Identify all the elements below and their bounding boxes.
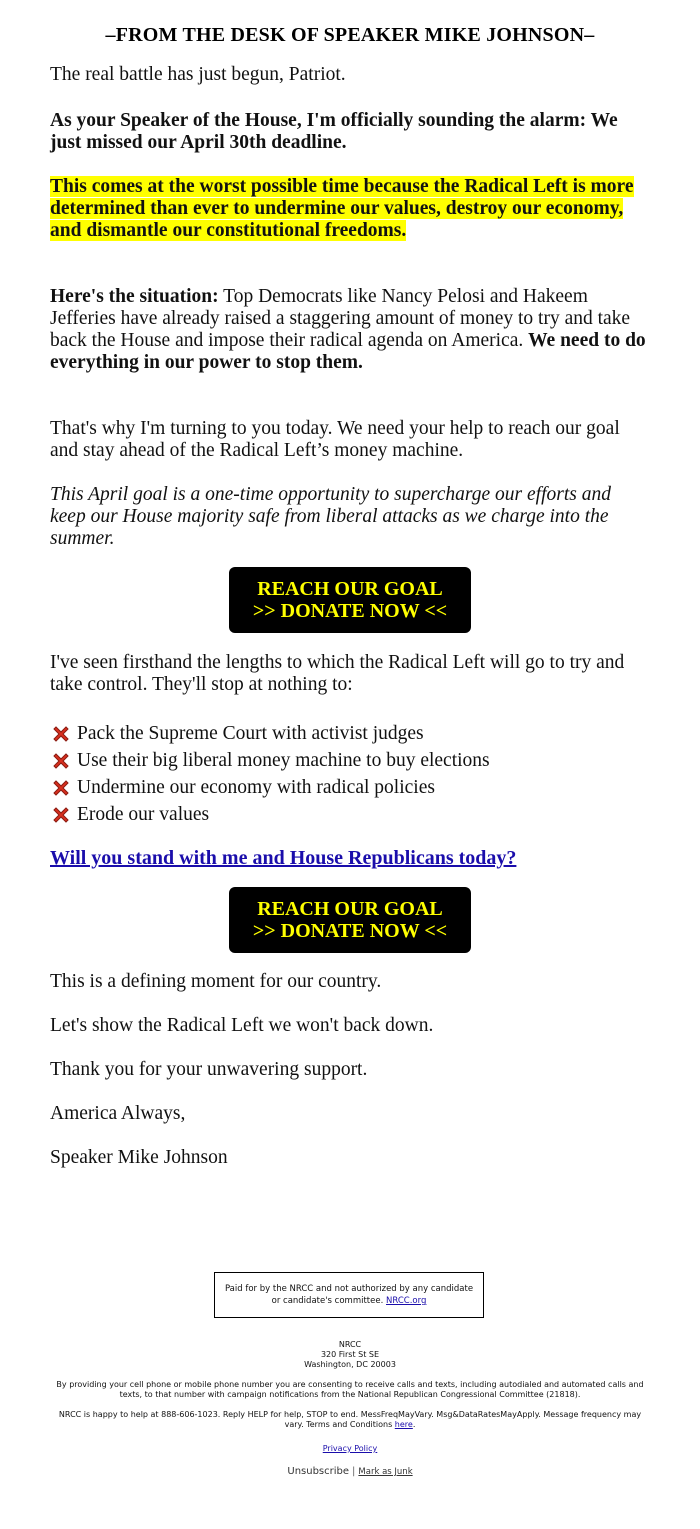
donate-button-2[interactable] bbox=[229, 887, 471, 953]
closing: America Always, bbox=[50, 1103, 186, 1124]
situation-body: Top Democrats like Nancy Pelosi and Hakeem Jefferies have already raised a staggering amount of money to try and take back the House and impose their radical agenda on America. bbox=[50, 286, 631, 351]
donate-button-line1: REACH OUR GOAL bbox=[257, 578, 443, 600]
help-body: NRCC is happy to help at 888-606-1023. Reply HELP for help, STOP to end. MessFreqMayVary. Msg&DataRatesMayApply. Message frequency may vary. Terms and Conditions bbox=[58, 1410, 642, 1429]
nrcc-link[interactable]: NRCC.org bbox=[386, 1296, 427, 1306]
show-paragraph: Let's show the Radical Left we won't back down. bbox=[50, 1015, 434, 1036]
separator: | bbox=[352, 1466, 356, 1477]
address-org: NRCC bbox=[338, 1340, 362, 1349]
unsubscribe-link[interactable]: Unsubscribe bbox=[287, 1466, 350, 1477]
list-item-text: Undermine our economy with radical policies bbox=[77, 776, 435, 798]
donate-button-line2: >> DONATE NOW << bbox=[252, 600, 448, 622]
help-text bbox=[50, 1410, 650, 1430]
mailing-address bbox=[50, 1340, 650, 1370]
address-street: 320 First St SE bbox=[320, 1350, 380, 1359]
signature: Speaker Mike Johnson bbox=[50, 1147, 228, 1168]
privacy-row bbox=[50, 1444, 650, 1454]
address-city: Washington, DC 20003 bbox=[304, 1360, 396, 1369]
highlight-paragraph bbox=[50, 176, 650, 242]
thanks-paragraph: Thank you for your unwavering support. bbox=[50, 1059, 368, 1080]
situation-paragraph bbox=[50, 286, 650, 374]
paid-for-text: Paid for by the NRCC and not authorized by any candidate or candidate's committee. bbox=[224, 1284, 474, 1306]
mark-as-junk-link[interactable]: Mark as Junk bbox=[358, 1467, 413, 1477]
red-x-icon bbox=[50, 750, 72, 772]
alarm-paragraph: As your Speaker of the House, I'm officially sounding the alarm: We just missed our April 30th deadline. bbox=[50, 110, 618, 153]
greeting: The real battle has just begun, Patriot. bbox=[50, 64, 346, 85]
list-item bbox=[50, 720, 650, 747]
list-item-text: Pack the Supreme Court with activist judges bbox=[77, 722, 424, 744]
highlighted-text: This comes at the worst possible time because the Radical Left is more determined than ever to undermine our values, destroy our economy, and dismantle our constitutional freedoms. bbox=[50, 176, 634, 241]
firsthand-paragraph: I've seen firsthand the lengths to which the Radical Left will go to try and take control. They'll stop at nothing to: bbox=[50, 652, 625, 695]
donate-button-1[interactable] bbox=[229, 567, 471, 633]
help-end: . bbox=[412, 1420, 416, 1429]
red-x-icon bbox=[50, 777, 72, 799]
list-item bbox=[50, 801, 650, 828]
april-goal-paragraph: This April goal is a one-time opportunity to supercharge our efforts and keep our House majority safe from liberal attacks as we charge into the summer. bbox=[50, 484, 611, 549]
defining-paragraph: This is a defining moment for our country. bbox=[50, 971, 382, 992]
red-x-icon bbox=[50, 723, 72, 745]
donate-button-line2: >> DONATE NOW << bbox=[252, 920, 448, 942]
list-item-text: Erode our values bbox=[77, 803, 210, 825]
list-item-text: Use their big liberal money machine to buy elections bbox=[77, 749, 490, 771]
threat-list bbox=[50, 720, 650, 828]
list-item bbox=[50, 774, 650, 801]
unsubscribe-row bbox=[0, 1466, 700, 1477]
situation-lead: Here's the situation: bbox=[50, 286, 219, 307]
red-x-icon bbox=[50, 804, 72, 826]
privacy-policy-link[interactable]: Privacy Policy bbox=[322, 1444, 378, 1453]
letterhead: –FROM THE DESK OF SPEAKER MIKE JOHNSON– bbox=[105, 24, 595, 46]
situation-bold-end: We need to do everything in our power to stop them. bbox=[50, 330, 646, 373]
donate-button-line1: REACH OUR GOAL bbox=[257, 898, 443, 920]
paid-for-disclaimer bbox=[214, 1272, 484, 1318]
terms-link[interactable]: here bbox=[394, 1420, 413, 1429]
stand-with-me-link[interactable]: Will you stand with me and House Republicans today? bbox=[50, 847, 517, 869]
list-item bbox=[50, 747, 650, 774]
turning-paragraph: That's why I'm turning to you today. We need your help to reach our goal and stay ahead of the Radical Left’s money machine. bbox=[50, 418, 620, 461]
sms-consent: By providing your cell phone or mobile phone number you are consenting to receive calls and texts, including autodialed and automated calls and texts, to that number with campaign notifications from the National Republican Congressional Committee (21818). bbox=[56, 1380, 644, 1399]
